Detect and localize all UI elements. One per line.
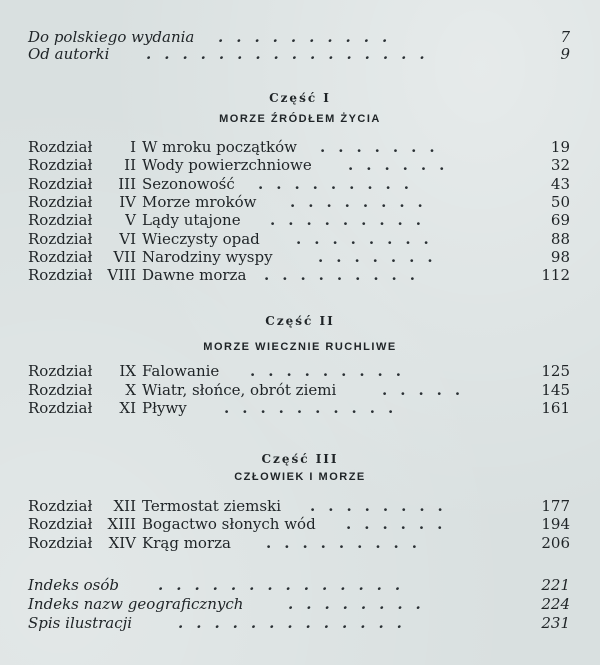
dot-leader: ..... xyxy=(382,381,474,399)
entry-title: Do polskiego wydania xyxy=(28,28,195,46)
chapter-page: 50 xyxy=(550,193,570,211)
chapter-word: Rozdział xyxy=(28,230,93,248)
chapter-word: Rozdział xyxy=(28,193,93,211)
part-title: CZŁOWIEK I MORZE xyxy=(234,471,366,483)
toc-entry-chapter[interactable] xyxy=(28,229,570,249)
chapter-word: Rozdział xyxy=(28,138,93,156)
chapter-number: II xyxy=(124,156,136,174)
toc-entry-chapter[interactable] xyxy=(28,174,570,194)
chapter-title: Lądy utajone xyxy=(142,211,241,229)
dot-leader: ........ xyxy=(288,595,434,613)
chapter-number: XII xyxy=(113,497,136,515)
dot-leader: ........ xyxy=(310,497,456,515)
chapter-word: Rozdział xyxy=(28,497,93,515)
chapter-title: Termostat ziemski xyxy=(142,497,281,515)
chapter-title: Morze mroków xyxy=(142,193,257,211)
dot-leader: ...... xyxy=(346,515,456,533)
chapter-page: 194 xyxy=(541,515,570,533)
dot-leader: ......... xyxy=(250,362,414,380)
dot-leader: ...... xyxy=(348,156,458,174)
dot-leader: ......... xyxy=(258,175,422,193)
toc-entry-chapter[interactable] xyxy=(28,514,570,534)
entry-title: Indeks nazw geograficznych xyxy=(28,595,244,613)
toc-entry-chapter[interactable] xyxy=(28,380,570,400)
chapter-page: 69 xyxy=(550,211,570,229)
toc-entry-chapter[interactable] xyxy=(28,247,570,267)
dot-leader: ....... xyxy=(318,248,446,266)
dot-leader: ........ xyxy=(290,193,436,211)
chapter-title: Sezonowość xyxy=(142,175,235,193)
chapter-number: V xyxy=(125,211,136,229)
entry-page: 221 xyxy=(541,576,570,594)
dot-leader: ......... xyxy=(264,266,428,284)
toc-entry-chapter[interactable] xyxy=(28,533,570,553)
chapter-title: Bogactwo słonych wód xyxy=(142,515,316,533)
toc-entry-chapter[interactable] xyxy=(28,361,570,381)
toc-entry-chapter[interactable] xyxy=(28,210,570,230)
chapter-page: 206 xyxy=(541,534,570,552)
entry-title: Indeks osób xyxy=(28,576,119,594)
chapter-title: Falowanie xyxy=(142,362,220,380)
toc-entry-chapter[interactable] xyxy=(28,155,570,175)
chapter-number: XIV xyxy=(108,534,136,552)
part-title: MORZE ŹRÓDŁEM ŻYCIA xyxy=(219,113,381,125)
chapter-page: 43 xyxy=(550,175,570,193)
dot-leader: .......... xyxy=(218,28,401,46)
part-title: MORZE WIECZNIE RUCHLIWE xyxy=(203,341,397,353)
chapter-title: Wiatr, słońce, obrót ziemi xyxy=(142,381,337,399)
toc-entry-chapter[interactable] xyxy=(28,496,570,516)
chapter-word: Rozdział xyxy=(28,175,93,193)
chapter-title: Pływy xyxy=(142,399,187,417)
chapter-number: I xyxy=(130,138,136,156)
toc-entry-back-2[interactable] xyxy=(28,594,570,614)
chapter-page: 98 xyxy=(550,248,570,266)
chapter-title: Wieczysty opad xyxy=(142,230,260,248)
chapter-number: VII xyxy=(113,248,136,266)
entry-page: 7 xyxy=(560,28,570,46)
toc-entry-chapter[interactable] xyxy=(28,265,570,285)
toc-entry-back-3[interactable] xyxy=(28,613,570,633)
part-label: Część I xyxy=(269,91,331,105)
chapter-word: Rozdział xyxy=(28,362,93,380)
chapter-word: Rozdział xyxy=(28,381,93,399)
part-label: Część II xyxy=(265,314,335,328)
chapter-word: Rozdział xyxy=(28,399,93,417)
chapter-word: Rozdział xyxy=(28,515,93,533)
chapter-word: Rozdział xyxy=(28,156,93,174)
chapter-number: IV xyxy=(119,193,136,211)
chapter-page: 161 xyxy=(541,399,570,417)
chapter-page: 145 xyxy=(541,381,570,399)
chapter-title: Krąg morza xyxy=(142,534,231,552)
part-label: Część III xyxy=(261,452,339,466)
dot-leader: ............. xyxy=(178,614,415,632)
dot-leader: .......... xyxy=(224,399,407,417)
chapter-number: VIII xyxy=(107,266,136,284)
chapter-page: 125 xyxy=(541,362,570,380)
entry-title: Spis ilustracji xyxy=(28,614,133,632)
chapter-title: Wody powierzchniowe xyxy=(142,156,312,174)
chapter-title: Dawne morza xyxy=(142,266,247,284)
chapter-page: 32 xyxy=(550,156,570,174)
toc-entry-back-1[interactable] xyxy=(28,575,570,595)
chapter-title: W mroku początków xyxy=(142,138,297,156)
dot-leader: ........ xyxy=(296,230,442,248)
toc-entry-chapter[interactable] xyxy=(28,398,570,418)
dot-leader: ................ xyxy=(146,45,438,63)
toc-entry-chapter[interactable] xyxy=(28,192,570,212)
entry-page: 9 xyxy=(560,45,570,63)
toc-entry-chapter[interactable] xyxy=(28,137,570,157)
chapter-page: 112 xyxy=(541,266,570,284)
dot-leader: ....... xyxy=(320,138,448,156)
entry-title: Od autorki xyxy=(28,45,110,63)
chapter-word: Rozdział xyxy=(28,266,93,284)
chapter-number: IX xyxy=(119,362,136,380)
chapter-word: Rozdział xyxy=(28,534,93,552)
chapter-number: XI xyxy=(119,399,136,417)
chapter-title: Narodziny wyspy xyxy=(142,248,273,266)
chapter-number: X xyxy=(125,381,136,399)
dot-leader: .............. xyxy=(158,576,414,594)
chapter-word: Rozdział xyxy=(28,248,93,266)
dot-leader: ......... xyxy=(270,211,434,229)
entry-page: 231 xyxy=(541,614,570,632)
chapter-word: Rozdział xyxy=(28,211,93,229)
chapter-number: VI xyxy=(119,230,136,248)
chapter-page: 19 xyxy=(550,138,570,156)
entry-page: 224 xyxy=(541,595,570,613)
toc-entry-front-2[interactable] xyxy=(28,44,570,64)
chapter-number: XIII xyxy=(107,515,136,533)
chapter-number: III xyxy=(118,175,136,193)
chapter-page: 88 xyxy=(550,230,570,248)
dot-leader: ......... xyxy=(266,534,430,552)
chapter-page: 177 xyxy=(541,497,570,515)
